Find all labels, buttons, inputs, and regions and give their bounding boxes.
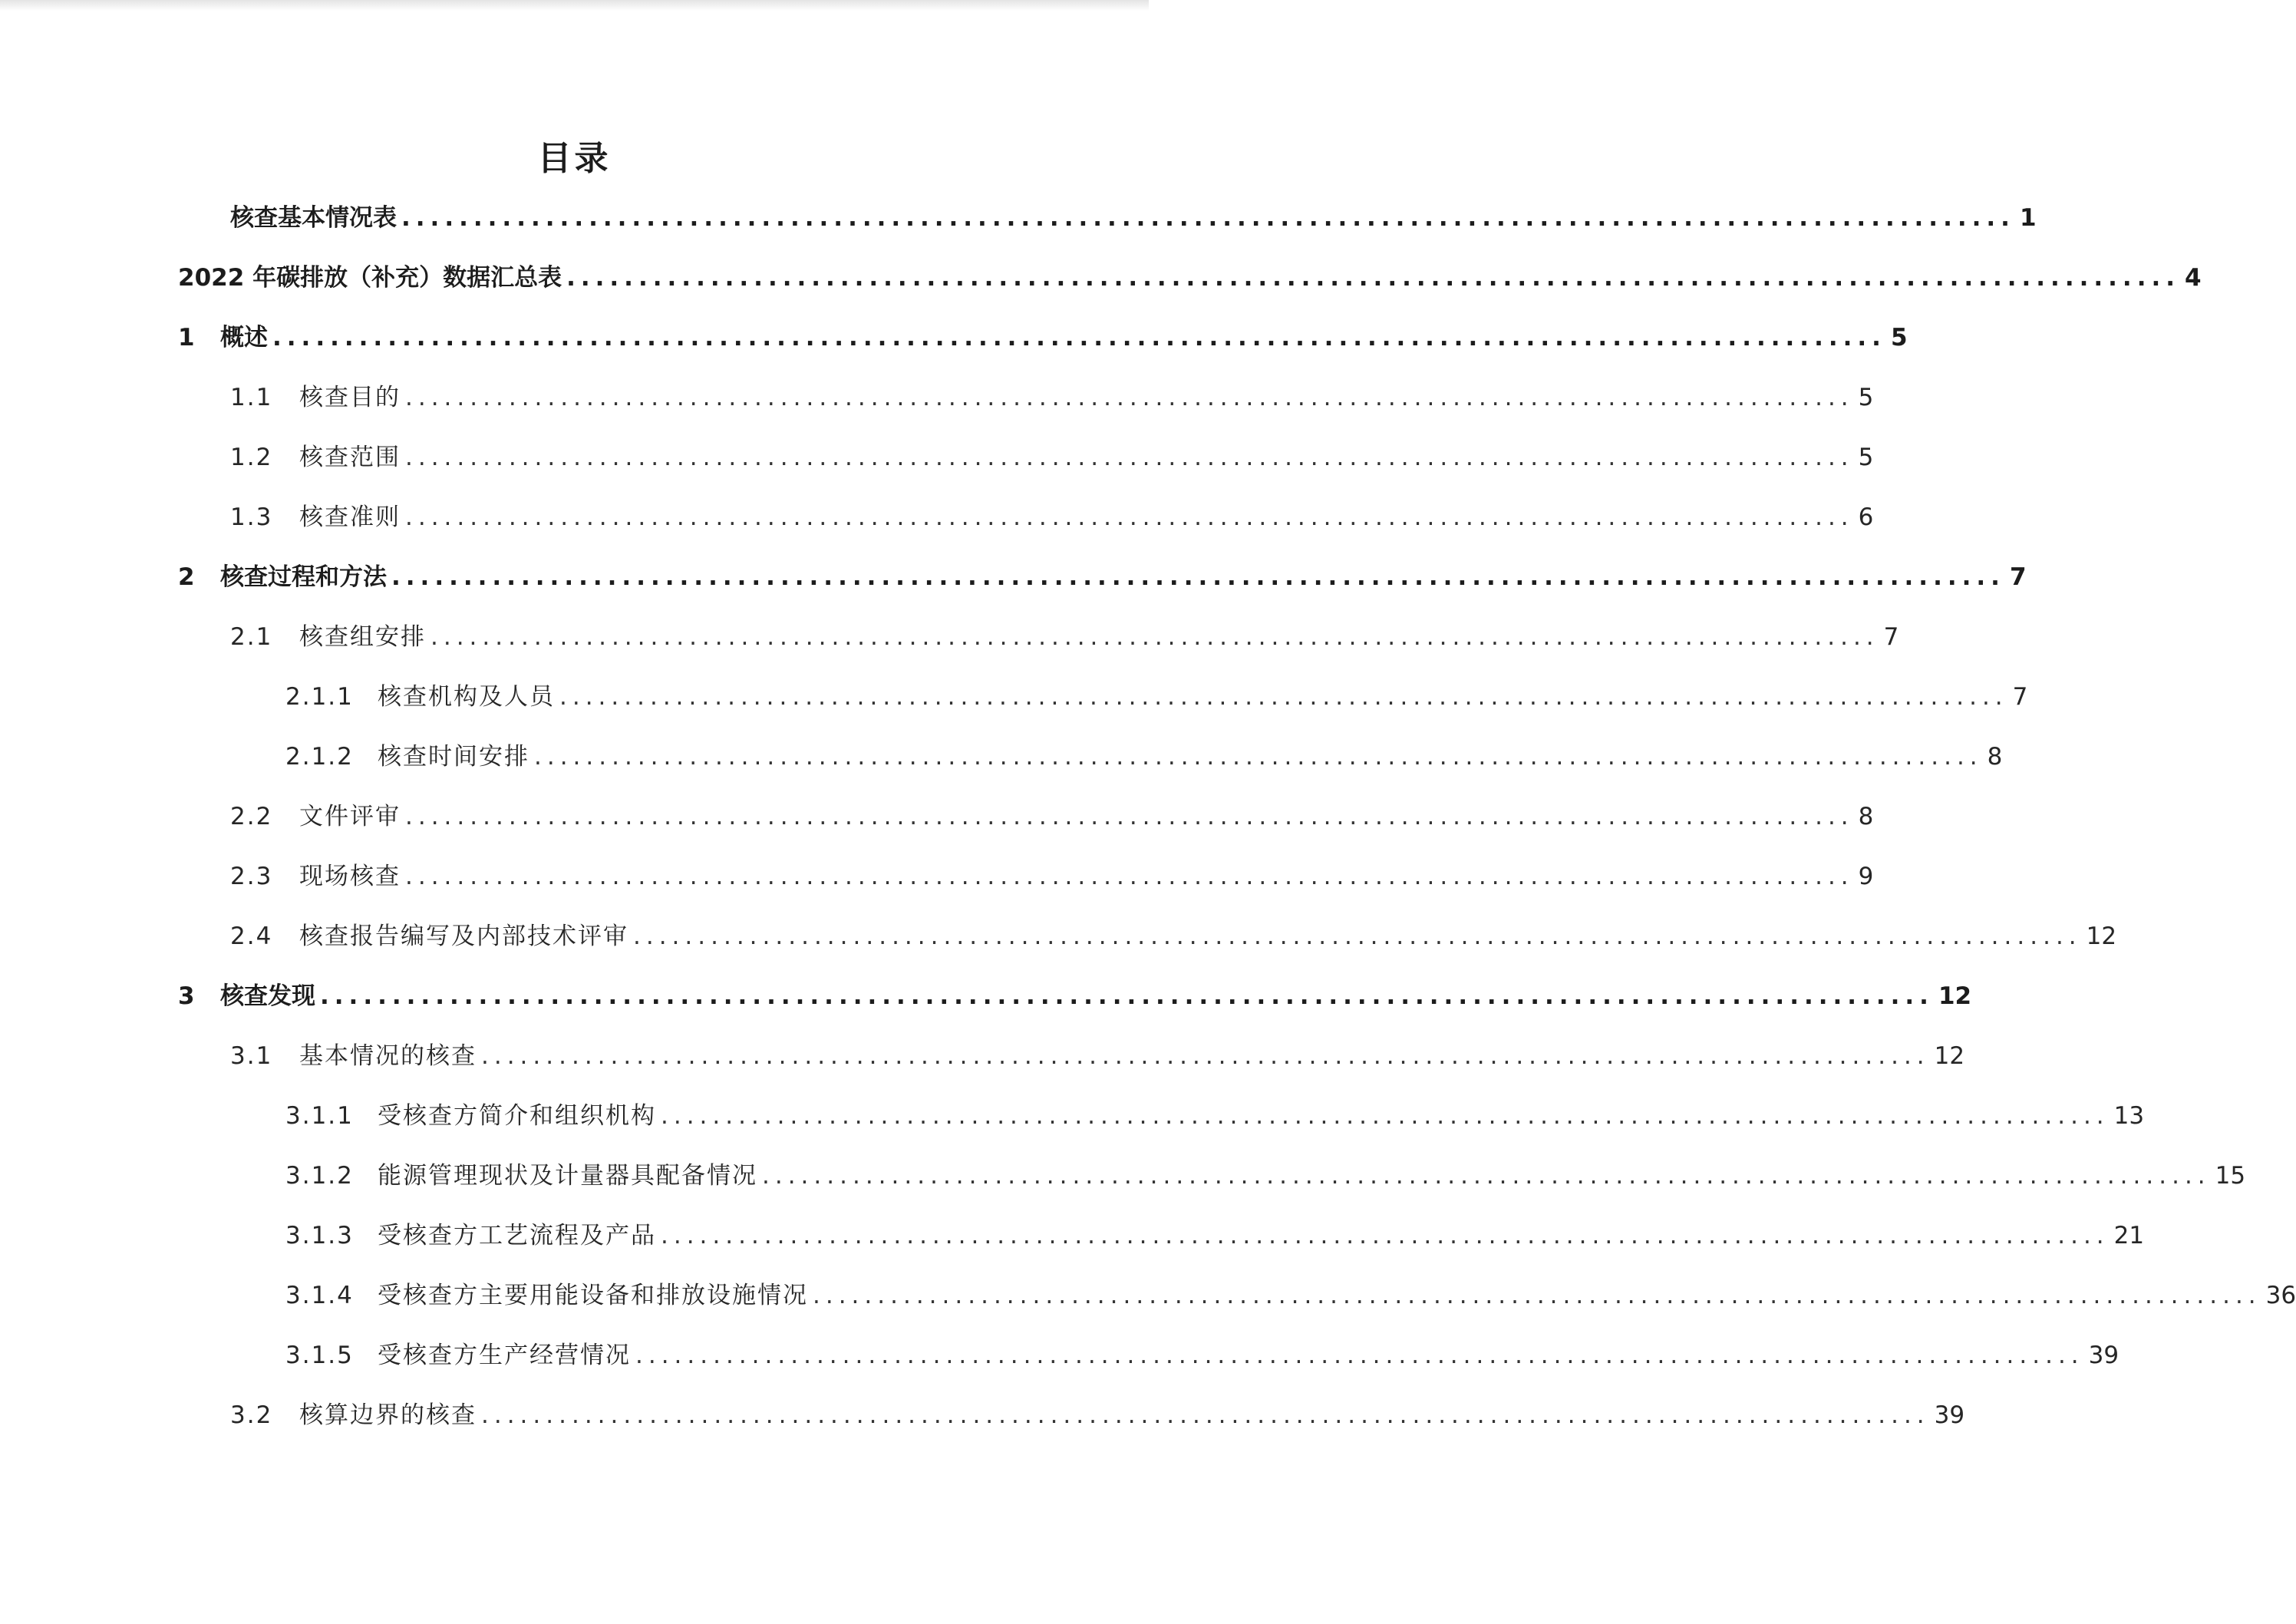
toc-entry[interactable]: [230, 437, 1874, 476]
toc-entry-page: 7: [1883, 623, 1899, 651]
toc-entry[interactable]: [285, 1216, 2145, 1254]
toc-dot-leader: ................................................................................................................: [430, 623, 1879, 651]
toc-dot-leader: ................................................................................................................: [566, 264, 2181, 292]
toc-dot-leader: ................................................................................................................: [762, 1162, 2211, 1190]
toc-entry[interactable]: [285, 737, 2003, 775]
toc-dot-leader: ................................................................................................................: [401, 204, 2015, 232]
toc-entry-number: 1.3: [230, 503, 273, 531]
toc-entry[interactable]: [178, 318, 1908, 356]
toc-entry-page: 21: [2113, 1222, 2145, 1249]
toc-dot-leader: ................................................................................................................: [320, 982, 1934, 1010]
toc-entry-number: 3: [178, 982, 195, 1010]
toc-entry-page: 7: [2009, 563, 2027, 591]
toc-entry[interactable]: [285, 1156, 2246, 1194]
toc-dot-leader: ................................................................................................................: [534, 743, 1983, 771]
toc-entry-number: 2.2: [230, 803, 273, 830]
toc-entry-page: 5: [1890, 324, 1908, 352]
toc-entry-label: 受核查方简介和组织机构: [378, 1102, 656, 1130]
toc-entry-page: 9: [1858, 863, 1874, 890]
toc-entry-label: 核查准则: [299, 503, 401, 531]
toc-entry-page: 6: [1858, 503, 1874, 531]
toc-entry-label: 核查机构及人员: [378, 683, 555, 711]
toc-entry-number: 2.3: [230, 863, 273, 890]
toc-entry[interactable]: [230, 617, 1899, 655]
toc-entry-label: 核查发现: [220, 982, 315, 1010]
toc-entry[interactable]: [285, 1335, 2120, 1374]
toc-entry-number: 2: [178, 563, 195, 591]
toc-entry-label: 核查基本情况表: [230, 204, 397, 232]
toc-dot-leader: ................................................................................................................: [661, 1102, 2110, 1130]
toc-entry-label: 核查报告编写及内部技术评审: [299, 923, 628, 950]
toc-entry-page: 4: [2185, 264, 2202, 292]
toc-entry-page: 8: [1987, 743, 2003, 771]
toc-entry-number: 2.1: [230, 623, 273, 651]
toc-entry-number: 3.1.1: [285, 1102, 354, 1130]
toc-dot-leader: ................................................................................................................: [272, 324, 1886, 352]
toc-entry-page: 15: [2215, 1162, 2246, 1190]
toc-entry[interactable]: [230, 198, 2037, 236]
toc-dot-leader: ................................................................................................................: [405, 863, 1854, 890]
toc-entry[interactable]: [230, 497, 1874, 536]
toc-entry-page: 1: [2019, 204, 2037, 232]
toc-entry-label: 现场核查: [299, 863, 401, 890]
toc-entry-number: 3.1: [230, 1042, 273, 1070]
toc-entry-page: 12: [1934, 1042, 1965, 1070]
toc-entry-number: 2.1.2: [285, 743, 354, 771]
toc-entry-number: 2.4: [230, 923, 273, 950]
toc-entry-label: 核查过程和方法: [220, 563, 387, 591]
toc-entry-page: 8: [1858, 803, 1874, 830]
toc-entry[interactable]: [230, 378, 1874, 416]
toc-entry[interactable]: [285, 1096, 2145, 1134]
toc-dot-leader: ................................................................................................................: [391, 563, 2005, 591]
toc-entry-number: 3.1.2: [285, 1162, 354, 1190]
toc-entry[interactable]: [285, 1276, 2296, 1314]
toc-entry-page: 13: [2113, 1102, 2145, 1130]
toc-entry-label: 能源管理现状及计量器具配备情况: [378, 1162, 757, 1190]
toc-entry[interactable]: [178, 557, 2027, 596]
toc-entry-label: 受核查方生产经营情况: [378, 1342, 631, 1369]
toc-dot-leader: ................................................................................................................: [405, 803, 1854, 830]
toc-entry-label: 2022 年碳排放（补充）数据汇总表: [178, 264, 562, 292]
toc-entry[interactable]: [230, 797, 1874, 835]
toc-entry-page: 5: [1858, 384, 1874, 411]
toc-dot-leader: ................................................................................................................: [405, 444, 1854, 471]
toc-dot-leader: ................................................................................................................: [661, 1222, 2110, 1249]
toc-entry-page: 12: [1938, 982, 1972, 1010]
toc-entry-number: 3.1.5: [285, 1342, 354, 1369]
toc-entry[interactable]: [178, 258, 2202, 296]
toc-entry-page: 39: [2088, 1342, 2120, 1369]
toc-entry[interactable]: [285, 677, 2028, 715]
toc-dot-leader: ................................................................................................................: [635, 1342, 2084, 1369]
toc-dot-leader: ................................................................................................................: [405, 384, 1854, 411]
toc-entry-label: 核查组安排: [299, 623, 426, 651]
toc-dot-leader: ................................................................................................................: [559, 683, 2008, 711]
toc-entry-page: 39: [1934, 1401, 1965, 1429]
toc-entry-number: 2.1.1: [285, 683, 354, 711]
toc-entry-number: 1.1: [230, 384, 273, 411]
toc-entry-label: 核算边界的核查: [299, 1401, 477, 1429]
scan-edge: [0, 0, 1149, 11]
toc-entry-number: 1.2: [230, 444, 273, 471]
toc-entry-number: 3.1.4: [285, 1282, 354, 1309]
toc-entry-label: 核查时间安排: [378, 743, 529, 771]
toc-entry-page: 12: [2086, 923, 2117, 950]
toc-dot-leader: ................................................................................................................: [481, 1042, 1930, 1070]
toc-entry-label: 文件评审: [299, 803, 401, 830]
toc-entry-label: 核查目的: [299, 384, 401, 411]
toc-dot-leader: ................................................................................................................: [481, 1401, 1930, 1429]
toc-dot-leader: ................................................................................................................: [813, 1282, 2261, 1309]
toc-entry-page: 5: [1858, 444, 1874, 471]
toc-entry[interactable]: [178, 976, 1972, 1015]
toc-entry-label: 核查范围: [299, 444, 401, 471]
toc-dot-leader: ................................................................................................................: [405, 503, 1854, 531]
page-title: 目录: [537, 139, 612, 178]
toc-entry-label: 概述: [220, 324, 268, 352]
toc-entry[interactable]: [230, 1395, 1965, 1434]
toc-entry-number: 3.1.3: [285, 1222, 354, 1249]
toc-entry-page: 36: [2265, 1282, 2296, 1309]
toc-entry-number: 1: [178, 324, 195, 352]
toc-entry[interactable]: [230, 857, 1874, 895]
toc-entry[interactable]: [230, 1036, 1965, 1074]
toc-dot-leader: ................................................................................................................: [633, 923, 2082, 950]
toc-entry-label: 受核查方工艺流程及产品: [378, 1222, 656, 1249]
toc-entry-number: 3.2: [230, 1401, 273, 1429]
toc-entry-page: 7: [2012, 683, 2028, 711]
toc-entry[interactable]: [230, 916, 2117, 955]
toc-entry-label: 基本情况的核查: [299, 1042, 477, 1070]
toc-entry-label: 受核查方主要用能设备和排放设施情况: [378, 1282, 808, 1309]
